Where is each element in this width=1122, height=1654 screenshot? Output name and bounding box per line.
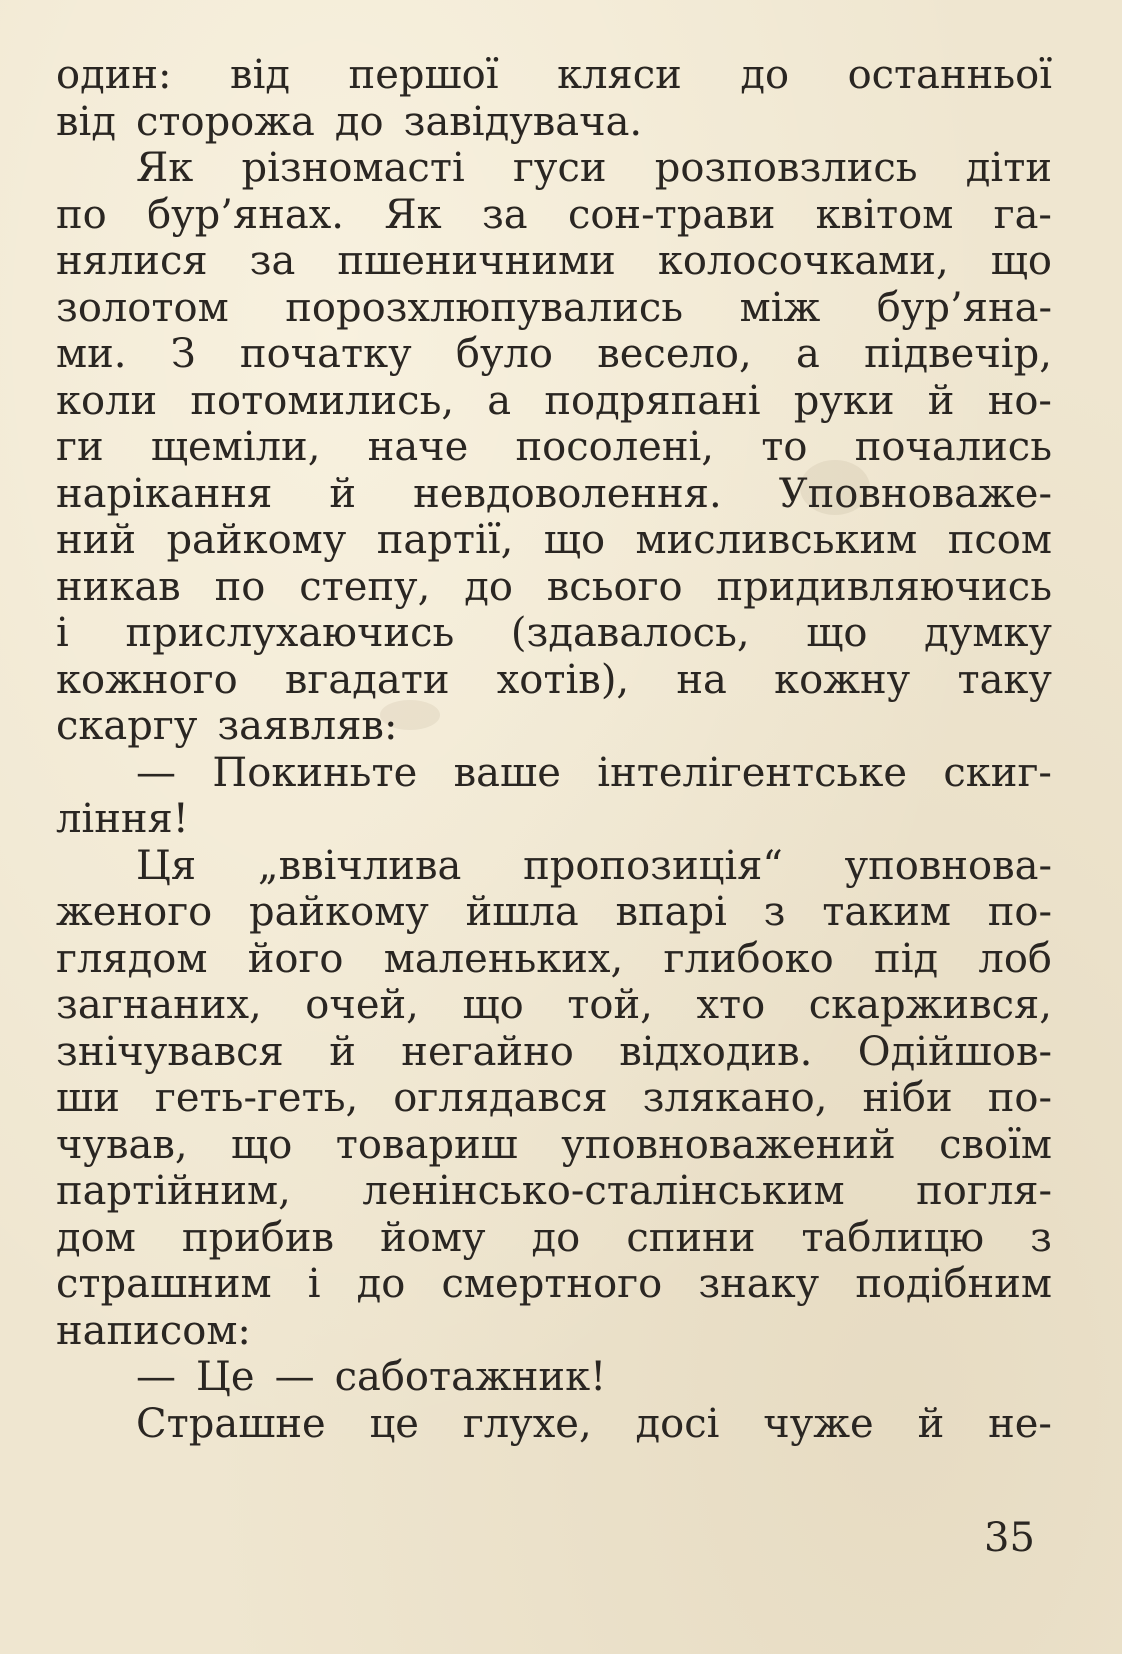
word: весело, <box>597 331 752 377</box>
word: — <box>136 749 176 796</box>
word: но- <box>987 377 1052 424</box>
word: то <box>761 424 808 470</box>
word: й <box>329 1028 356 1075</box>
word: таким <box>822 889 951 935</box>
word: досі <box>635 1400 720 1447</box>
word: уповнова- <box>844 842 1052 889</box>
word: по <box>214 563 266 610</box>
word: мисливським <box>635 517 918 563</box>
text-line <box>56 843 1052 890</box>
word: ленінсько-сталінським <box>362 1168 845 1214</box>
text-line <box>56 331 1052 378</box>
text-line <box>56 657 1052 704</box>
word: дом <box>56 1214 136 1261</box>
word: це <box>369 1400 419 1447</box>
text-line <box>56 285 1052 332</box>
word: думку <box>924 610 1052 656</box>
text-line <box>56 703 1052 750</box>
word: першої <box>348 52 499 98</box>
word: чував, <box>56 1121 188 1168</box>
word: з <box>1030 1214 1052 1261</box>
word: що <box>543 517 606 563</box>
word: саботажник! <box>334 1354 607 1400</box>
word: всього <box>546 563 683 610</box>
word: геть-геть, <box>154 1075 359 1121</box>
word: між <box>739 284 821 331</box>
text-line <box>56 750 1052 797</box>
word: кожну <box>774 656 911 703</box>
word: скаргу <box>56 703 198 749</box>
word: написом: <box>56 1307 251 1354</box>
word: партії, <box>376 517 514 563</box>
text-line <box>56 1354 1052 1401</box>
text-line <box>56 1261 1052 1308</box>
text-line <box>56 1122 1052 1169</box>
word: різномасті <box>241 145 465 191</box>
word: впарі <box>615 889 727 935</box>
text-line <box>56 517 1052 564</box>
text-line <box>56 238 1052 285</box>
word: підвечір, <box>864 331 1052 377</box>
word: „ввічлива <box>257 842 462 889</box>
word: бур’яна- <box>876 284 1052 331</box>
word: його <box>247 935 344 982</box>
word: женого <box>56 889 213 935</box>
word: останньої <box>847 52 1052 98</box>
word: знаку <box>698 1261 820 1307</box>
text-line <box>56 52 1052 99</box>
word: від <box>56 98 116 145</box>
word: невдоволення. <box>413 470 722 517</box>
word: не- <box>988 1400 1052 1447</box>
word: придивляючись <box>716 563 1052 610</box>
word: йому <box>380 1214 486 1261</box>
word: Одійшов- <box>857 1028 1052 1075</box>
word: за <box>249 238 296 284</box>
word: початку <box>239 331 412 377</box>
word: нарікання <box>56 470 273 517</box>
text-line <box>56 471 1052 518</box>
word: прислухаючись <box>125 610 455 656</box>
text-line <box>56 145 1052 192</box>
body-text <box>56 52 1052 1447</box>
text-line <box>56 192 1052 239</box>
word: сон-трави <box>567 191 776 238</box>
text-line <box>56 1075 1052 1122</box>
word: заявляв: <box>217 703 398 749</box>
word: діти <box>965 145 1052 191</box>
word: злякано, <box>642 1075 828 1121</box>
text-line <box>56 796 1052 843</box>
word: смертного <box>441 1261 663 1307</box>
word: — <box>274 1354 315 1400</box>
word: псом <box>947 517 1052 563</box>
word: кляси <box>557 52 682 98</box>
word: ши <box>56 1075 120 1121</box>
word: степу, <box>299 563 431 610</box>
word: по <box>56 191 107 238</box>
text-line <box>56 936 1052 983</box>
word: пропозиція“ <box>523 842 783 889</box>
word: знічувався <box>56 1028 284 1075</box>
word: — <box>136 1354 176 1400</box>
word: кожного <box>56 656 238 703</box>
word: наче <box>367 424 469 470</box>
word: З <box>170 331 196 377</box>
word: ніби <box>862 1075 953 1121</box>
word: що <box>806 610 868 656</box>
text-line <box>56 889 1052 936</box>
word: до <box>531 1214 581 1261</box>
word: до <box>740 52 790 98</box>
text-line <box>56 982 1052 1029</box>
word: подряпані <box>544 377 761 424</box>
word: глухе, <box>462 1400 592 1447</box>
word: Покиньте <box>212 749 418 796</box>
word: завідувача. <box>403 98 643 145</box>
word: (здавалось, <box>510 610 750 656</box>
word: хто <box>696 982 766 1028</box>
word: ваше <box>453 749 561 796</box>
text-line <box>56 99 1052 146</box>
word: Ця <box>136 842 197 889</box>
word: що <box>990 238 1052 284</box>
word: від <box>230 52 290 98</box>
word: було <box>455 331 553 377</box>
word: нялися <box>56 238 208 284</box>
word: гуси <box>512 145 607 191</box>
word: по- <box>987 1075 1052 1121</box>
word: маленьких, <box>383 935 624 982</box>
word: таблицю <box>801 1214 985 1261</box>
text-line <box>56 1401 1052 1448</box>
word: один: <box>56 52 172 98</box>
word: Як <box>136 145 194 191</box>
word: що <box>462 982 524 1028</box>
word: потомились, <box>190 377 455 424</box>
word: скаржився, <box>808 982 1052 1028</box>
word: Страшне <box>136 1400 326 1447</box>
word: глядом <box>56 935 208 982</box>
word: ління! <box>56 796 189 842</box>
word: під <box>874 935 939 982</box>
text-line <box>56 564 1052 611</box>
word: товариш <box>335 1121 518 1168</box>
word: на <box>676 656 727 703</box>
word: га- <box>993 191 1052 238</box>
text-line <box>56 1215 1052 1262</box>
word: спини <box>626 1214 756 1261</box>
word: золотом <box>56 284 229 331</box>
word: Уповноваже- <box>778 470 1052 517</box>
word: інтелігентське <box>597 749 908 796</box>
word: до <box>464 563 513 610</box>
word: йшла <box>465 889 579 935</box>
word: прибив <box>181 1214 335 1261</box>
word: сторожа <box>135 98 315 145</box>
word: й <box>917 1400 945 1447</box>
word: глибоко <box>663 935 834 982</box>
word: той, <box>567 982 653 1028</box>
word: страшним <box>56 1261 272 1307</box>
word: райкому <box>166 517 347 563</box>
word: Як <box>384 191 442 238</box>
page-number: 35 <box>984 1515 1035 1561</box>
word: чуже <box>763 1400 874 1447</box>
word: за <box>481 191 528 238</box>
word: колосочками, <box>657 238 949 284</box>
word: очей, <box>305 982 419 1028</box>
word: а <box>487 377 512 424</box>
word: погля- <box>916 1168 1052 1214</box>
word: до <box>356 1261 406 1307</box>
word: до <box>334 98 384 145</box>
word: що <box>231 1121 293 1168</box>
word: квітом <box>815 191 954 238</box>
word: коли <box>56 377 158 424</box>
word: а <box>795 331 820 377</box>
word: ний <box>56 517 136 563</box>
word: розповзлись <box>654 145 918 191</box>
word: партійним, <box>56 1168 291 1214</box>
word: пшеничними <box>337 238 616 284</box>
text-line <box>56 1168 1052 1215</box>
text-line <box>56 378 1052 425</box>
word: хотів), <box>496 656 630 703</box>
word: никав <box>56 563 181 610</box>
word: оглядався <box>393 1075 608 1121</box>
text-line <box>56 1029 1052 1076</box>
text-line <box>56 424 1052 471</box>
word: Це <box>196 1354 255 1400</box>
word: ми. <box>56 331 127 377</box>
word: щеміли, <box>150 424 321 470</box>
word: подібним <box>855 1261 1052 1307</box>
word: і <box>307 1261 321 1307</box>
text-line <box>56 610 1052 657</box>
word: бур’янах. <box>147 191 345 238</box>
word: своїм <box>939 1121 1052 1168</box>
word: й <box>329 470 357 517</box>
word: вгадати <box>284 656 450 703</box>
text-line <box>56 1308 1052 1355</box>
word: почались <box>854 424 1052 470</box>
word: і <box>56 610 69 656</box>
word: таку <box>957 656 1052 703</box>
word: райкому <box>249 889 429 935</box>
word: відходив. <box>619 1028 813 1075</box>
word: загнаних, <box>56 982 262 1028</box>
word: порозхлюпувались <box>285 284 684 331</box>
word: й <box>927 377 955 424</box>
word: по- <box>987 889 1052 935</box>
word: посолені, <box>515 424 714 470</box>
word: уповноважений <box>561 1121 896 1168</box>
word: негайно <box>401 1028 574 1075</box>
word: руки <box>793 377 895 424</box>
word: з <box>763 889 786 935</box>
word: ги <box>56 424 104 470</box>
word: лоб <box>978 935 1052 982</box>
word: скиг- <box>943 749 1052 796</box>
